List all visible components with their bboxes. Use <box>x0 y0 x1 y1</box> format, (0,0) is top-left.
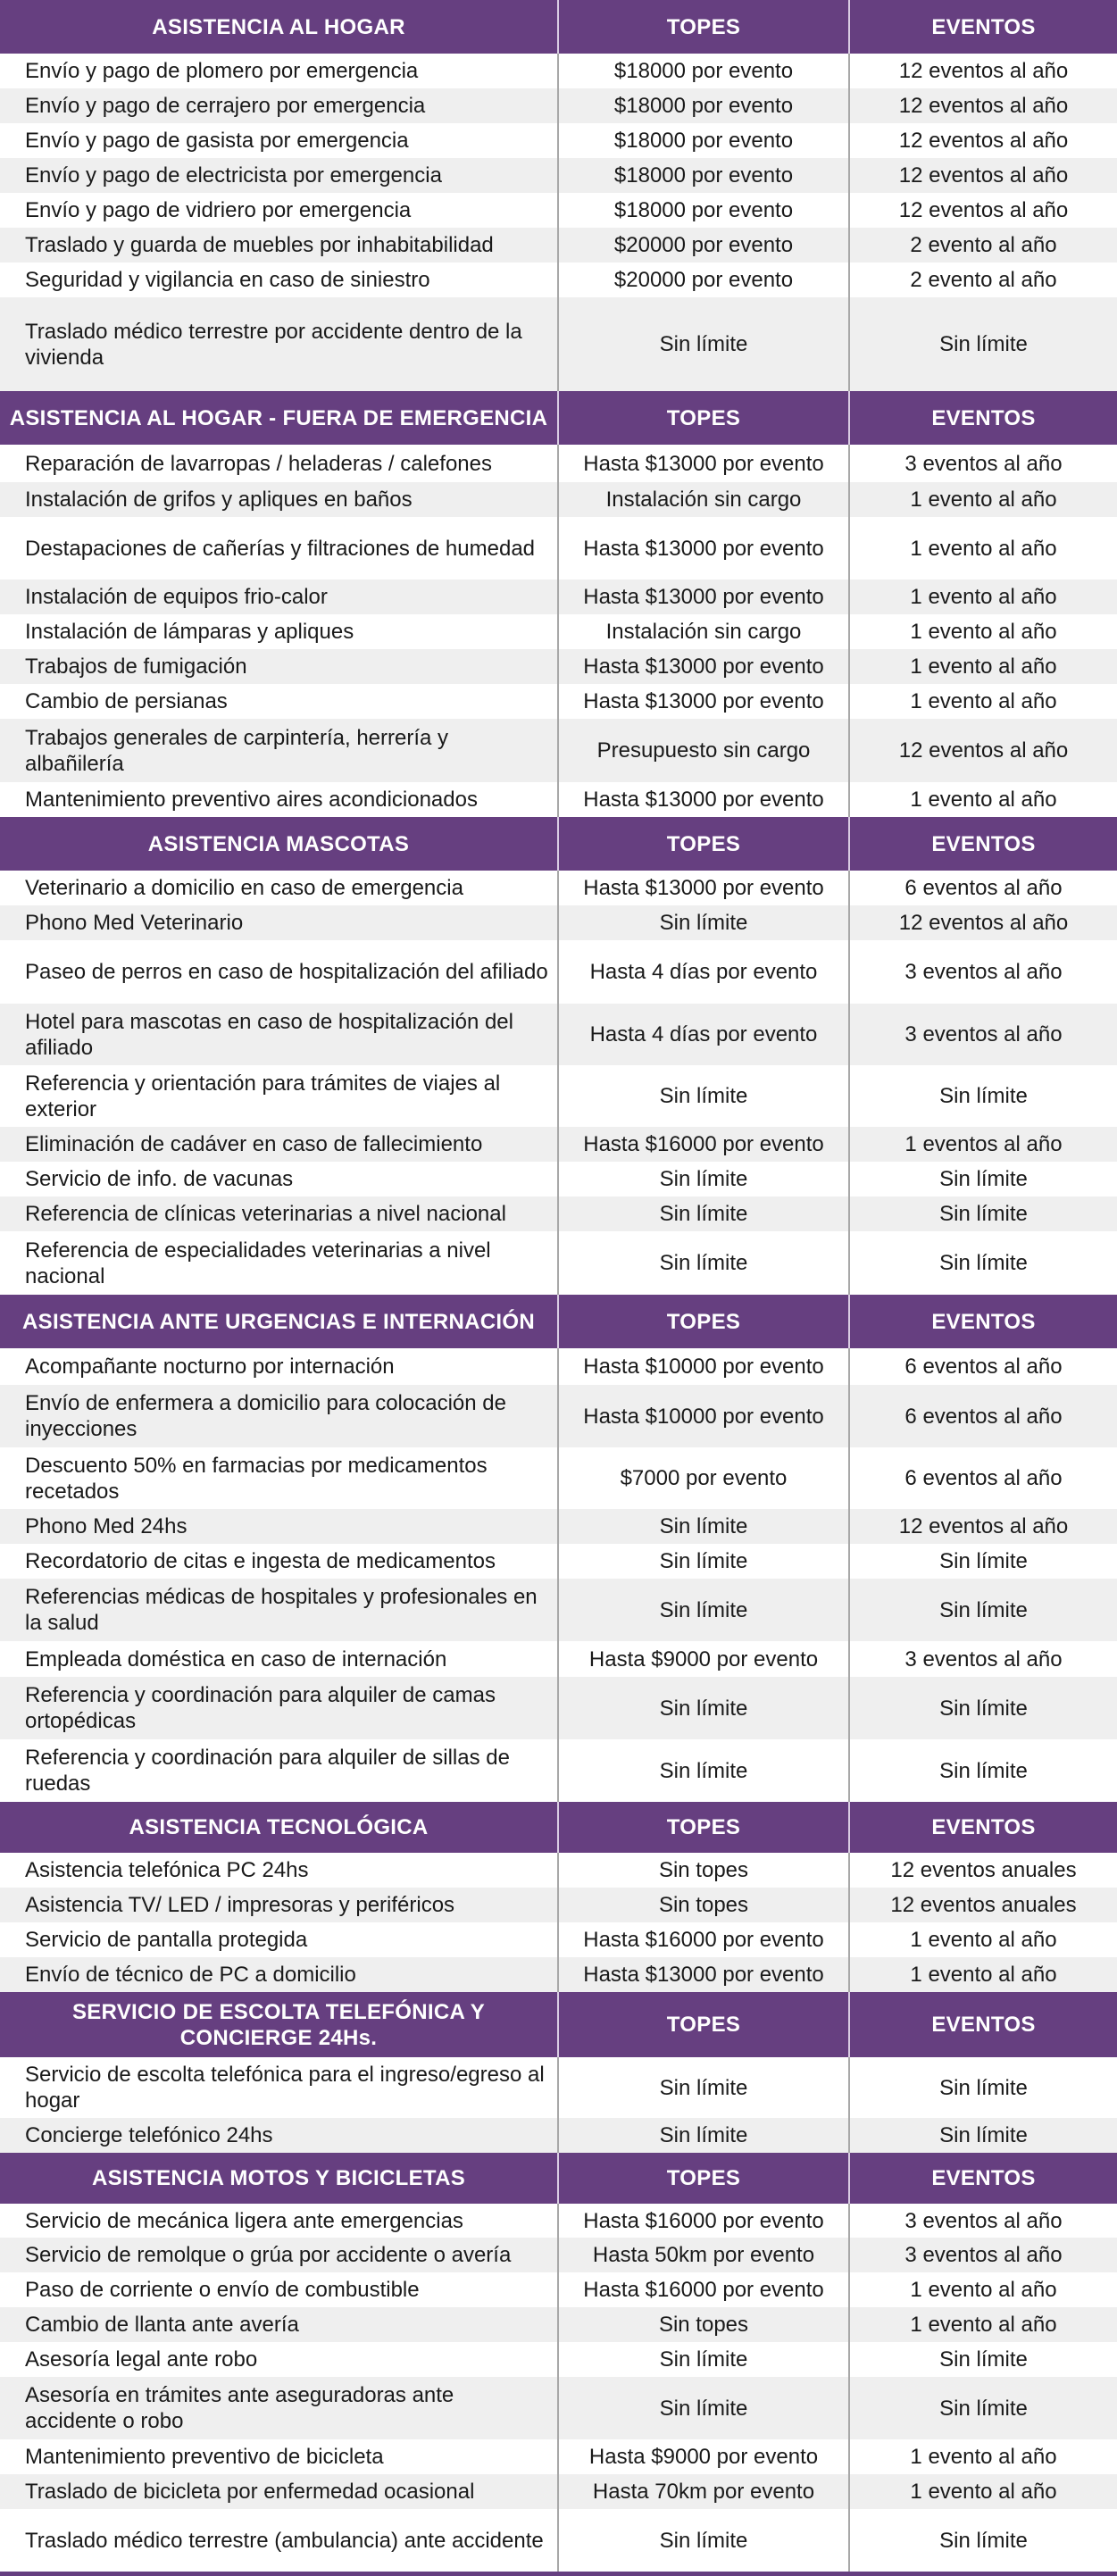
table-row <box>0 1888 1117 1922</box>
events-value: 1 evento al año <box>848 782 1117 817</box>
events-value: Sin límite <box>848 1162 1117 1196</box>
limit-value: Instalación sin cargo <box>557 614 848 649</box>
service-name: Seguridad y vigilancia en caso de siniestro <box>25 268 430 292</box>
table-row <box>0 940 1117 1004</box>
events-value: 1 evento al año <box>848 2272 1117 2307</box>
section-title: ASISTENCIA MOTOS Y BICICLETAS <box>91 2166 466 2190</box>
service-name: Trabajos generales de carpintería, herrería y albañilería <box>25 725 449 776</box>
table-row <box>0 445 1117 482</box>
service-name: Eliminación de cadáver en caso de fallecimiento <box>25 1132 483 1156</box>
service-name: Envío y pago de plomero por emergencia <box>25 59 419 83</box>
service-name: Mantenimiento preventivo de bicicleta <box>25 2445 384 2469</box>
limit-value: Sin topes <box>557 1853 848 1888</box>
events-value: 1 evento al año <box>848 1922 1117 1957</box>
events-value: 6 eventos al año <box>848 1385 1117 1447</box>
table-row <box>0 482 1117 517</box>
table-row <box>0 517 1117 579</box>
column-header-topes: TOPES <box>557 817 848 871</box>
events-value: 3 eventos al año <box>848 1004 1117 1065</box>
limit-value: $18000 por evento <box>557 88 848 123</box>
table-row <box>0 1509 1117 1544</box>
section-header <box>0 2153 1117 2204</box>
service-name: Cambio de llanta ante avería <box>25 2313 299 2337</box>
events-value: 6 eventos al año <box>848 871 1117 905</box>
limit-value: Hasta $10000 por evento <box>557 1385 848 1447</box>
table-row <box>0 88 1117 123</box>
limit-value: Presupuesto sin cargo <box>557 719 848 782</box>
service-name: Envío y pago de electricista por emergencia <box>25 163 442 188</box>
limit-value: $20000 por evento <box>557 263 848 297</box>
table-row <box>0 123 1117 158</box>
service-name: Mantenimiento preventivo aires acondicionados <box>25 788 478 812</box>
service-name: Traslado médico terrestre por accidente dentro de la vivienda <box>25 319 522 370</box>
table-row <box>0 2439 1117 2474</box>
events-value: Sin límite <box>848 1579 1117 1641</box>
service-name: Trabajos de fumigación <box>25 654 247 679</box>
table-row <box>0 1065 1117 1127</box>
service-name: Phono Med 24hs <box>25 1514 188 1538</box>
service-name: Paso de corriente o envío de combustible <box>25 2278 420 2302</box>
section-header <box>0 1992 1117 2057</box>
table-row <box>0 193 1117 228</box>
events-value: 3 eventos al año <box>848 940 1117 1004</box>
events-value: 12 eventos al año <box>848 1509 1117 1544</box>
limit-value: Sin límite <box>557 297 848 391</box>
limit-value: Hasta $13000 por evento <box>557 445 848 482</box>
limit-value: Hasta $13000 por evento <box>557 871 848 905</box>
limit-value: Hasta 4 días por evento <box>557 1004 848 1065</box>
limit-value: Sin límite <box>557 1579 848 1641</box>
events-value: 1 evento al año <box>848 614 1117 649</box>
events-value: 1 evento al año <box>848 2439 1117 2474</box>
table-row <box>0 719 1117 782</box>
events-value: 3 eventos al año <box>848 2204 1117 2238</box>
events-value: 3 eventos al año <box>848 445 1117 482</box>
table-row <box>0 2377 1117 2439</box>
events-value: Sin límite <box>848 1065 1117 1127</box>
section-title: ASISTENCIA AL HOGAR <box>152 14 405 39</box>
events-value: Sin límite <box>848 2118 1117 2153</box>
service-name: Referencia y coordinación para alquiler de sillas de ruedas <box>25 1746 510 1796</box>
table-row <box>0 871 1117 905</box>
events-value: 2 evento al año <box>848 228 1117 263</box>
service-name: Paseo de perros en caso de hospitalización del afiliado <box>25 960 548 984</box>
service-name: Concierge telefónico 24hs <box>25 2123 273 2147</box>
table-row <box>0 1641 1117 1677</box>
table-row <box>0 782 1117 817</box>
table-row <box>0 2509 1117 2572</box>
limit-value: $18000 por evento <box>557 193 848 228</box>
table-row <box>0 263 1117 297</box>
table-row <box>0 1544 1117 1579</box>
service-name: Traslado médico terrestre (ambulancia) ante accidente <box>25 2528 544 2553</box>
events-value: Sin límite <box>848 297 1117 391</box>
limit-value: Instalación sin cargo <box>557 482 848 517</box>
limit-value: $18000 por evento <box>557 158 848 193</box>
limit-value: Hasta $9000 por evento <box>557 2439 848 2474</box>
events-value: Sin límite <box>848 1196 1117 1231</box>
limit-value: Sin límite <box>557 1677 848 1739</box>
service-name: Referencias médicas de hospitales y profesionales en la salud <box>25 1585 538 1635</box>
limit-value: $20000 por evento <box>557 228 848 263</box>
limit-value: Hasta $16000 por evento <box>557 2204 848 2238</box>
limit-value: Sin límite <box>557 2057 848 2118</box>
service-name: Phono Med Veterinario <box>25 911 244 935</box>
events-value: 6 eventos al año <box>848 1348 1117 1385</box>
events-value: Sin límite <box>848 1231 1117 1295</box>
column-header-topes: TOPES <box>557 1295 848 1348</box>
table-row <box>0 684 1117 719</box>
limit-value: Hasta $13000 por evento <box>557 579 848 614</box>
limit-value: Sin topes <box>557 2307 848 2342</box>
events-value: 1 evento al año <box>848 579 1117 614</box>
table-row <box>0 2204 1117 2238</box>
limit-value: Hasta $13000 por evento <box>557 1957 848 1992</box>
section-header <box>0 1295 1117 1348</box>
section-header <box>0 817 1117 871</box>
table-row <box>0 649 1117 684</box>
limit-value: Hasta $13000 por evento <box>557 517 848 579</box>
column-header-topes: TOPES <box>557 391 848 445</box>
table-row <box>0 1739 1117 1802</box>
table-row <box>0 905 1117 940</box>
service-name: Asesoría en trámites ante aseguradoras ante accidente o robo <box>25 2383 454 2433</box>
column-header-eventos: EVENTOS <box>848 1802 1117 1853</box>
events-value: 12 eventos al año <box>848 905 1117 940</box>
events-value: 3 eventos al año <box>848 2238 1117 2272</box>
section-title: ASISTENCIA TECNOLÓGICA <box>129 1815 429 1839</box>
service-name: Acompañante nocturno por internación <box>25 1355 395 1379</box>
limit-value: Sin límite <box>557 1196 848 1231</box>
events-value: 12 eventos al año <box>848 88 1117 123</box>
section-title: ASISTENCIA AL HOGAR - FUERA DE EMERGENCIA <box>9 405 548 430</box>
limit-value: $18000 por evento <box>557 123 848 158</box>
events-value: 1 eventos al año <box>848 1127 1117 1162</box>
table-row <box>0 1922 1117 1957</box>
service-name: Traslado y guarda de muebles por inhabitabilidad <box>25 233 494 257</box>
table-row <box>0 2118 1117 2153</box>
service-name: Servicio de remolque o grúa por accidente o avería <box>25 2243 512 2267</box>
events-value: 6 eventos al año <box>848 1447 1117 1509</box>
service-name: Recordatorio de citas e ingesta de medicamentos <box>25 1549 496 1573</box>
column-header-topes: TOPES <box>557 1802 848 1853</box>
table-row <box>0 1348 1117 1385</box>
limit-value: Hasta $16000 por evento <box>557 2272 848 2307</box>
section-header <box>0 391 1117 445</box>
limit-value: $18000 por evento <box>557 54 848 88</box>
events-value: 1 evento al año <box>848 517 1117 579</box>
column-header-eventos: EVENTOS <box>848 1992 1117 2057</box>
limit-value: Sin límite <box>557 1231 848 1295</box>
service-name: Referencia y orientación para trámites de viajes al exterior <box>25 1071 501 1121</box>
bottom-border <box>0 2572 1117 2576</box>
service-name: Referencia de especialidades veterinarias a nivel nacional <box>25 1238 491 1288</box>
column-header-eventos: EVENTOS <box>848 391 1117 445</box>
limit-value: Sin límite <box>557 1162 848 1196</box>
service-name: Asistencia TV/ LED / impresoras y periféricos <box>25 1893 455 1917</box>
column-header-topes: TOPES <box>557 1992 848 2057</box>
table-row <box>0 2307 1117 2342</box>
limit-value: Hasta $9000 por evento <box>557 1641 848 1677</box>
service-name: Servicio de info. de vacunas <box>25 1167 294 1191</box>
limit-value: $7000 por evento <box>557 1447 848 1509</box>
events-value: 12 eventos al año <box>848 193 1117 228</box>
table-row <box>0 228 1117 263</box>
events-value: Sin límite <box>848 2377 1117 2439</box>
service-name: Empleada doméstica en caso de internación <box>25 1646 447 1671</box>
limit-value: Sin límite <box>557 2377 848 2439</box>
table-row <box>0 579 1117 614</box>
service-name: Referencia de clínicas veterinarias a nivel nacional <box>25 1202 506 1226</box>
table-row <box>0 1677 1117 1739</box>
table-row <box>0 2342 1117 2377</box>
service-name: Instalación de lámparas y apliques <box>25 620 354 644</box>
limit-value: Hasta $13000 por evento <box>557 684 848 719</box>
section-header <box>0 0 1117 54</box>
service-name: Instalación de equipos frio-calor <box>25 585 328 609</box>
table-row <box>0 54 1117 88</box>
service-name: Destapaciones de cañerías y filtraciones de humedad <box>25 536 536 561</box>
column-header-topes: TOPES <box>557 2153 848 2204</box>
events-value: Sin límite <box>848 2342 1117 2377</box>
limit-value: Hasta $10000 por evento <box>557 1348 848 1385</box>
service-name: Asesoría legal ante robo <box>25 2347 258 2372</box>
events-value: 1 evento al año <box>848 1957 1117 1992</box>
table-row <box>0 1957 1117 1992</box>
limit-value: Sin límite <box>557 2509 848 2572</box>
table-row <box>0 1853 1117 1888</box>
events-value: 12 eventos al año <box>848 123 1117 158</box>
table-row <box>0 1385 1117 1447</box>
service-name: Asistencia telefónica PC 24hs <box>25 1858 309 1882</box>
table-row <box>0 158 1117 193</box>
limit-value: Hasta $13000 por evento <box>557 649 848 684</box>
events-value: 2 evento al año <box>848 263 1117 297</box>
service-name: Veterinario a domicilio en caso de emergencia <box>25 876 463 900</box>
service-name: Servicio de mecánica ligera ante emergencias <box>25 2208 463 2233</box>
table-row <box>0 2272 1117 2307</box>
events-value: 1 evento al año <box>848 649 1117 684</box>
events-value: Sin límite <box>848 2509 1117 2572</box>
table-row <box>0 297 1117 391</box>
limit-value: Hasta $13000 por evento <box>557 782 848 817</box>
events-value: Sin límite <box>848 1677 1117 1739</box>
events-value: 1 evento al año <box>848 482 1117 517</box>
limit-value: Sin límite <box>557 905 848 940</box>
table-row <box>0 614 1117 649</box>
column-header-topes: TOPES <box>557 0 848 54</box>
table-row <box>0 2057 1117 2118</box>
table-row <box>0 1004 1117 1065</box>
limit-value: Hasta 70km por evento <box>557 2474 848 2509</box>
limit-value: Hasta $16000 por evento <box>557 1127 848 1162</box>
table-row <box>0 1127 1117 1162</box>
service-name: Envío de enfermera a domicilio para colocación de inyecciones <box>25 1391 506 1441</box>
service-name: Envío y pago de vidriero por emergencia <box>25 198 412 222</box>
table-row <box>0 2474 1117 2509</box>
events-value: 3 eventos al año <box>848 1641 1117 1677</box>
service-name: Servicio de pantalla protegida <box>25 1928 308 1952</box>
column-header-eventos: EVENTOS <box>848 817 1117 871</box>
events-value: Sin límite <box>848 1544 1117 1579</box>
service-name: Envío y pago de cerrajero por emergencia <box>25 94 426 118</box>
limit-value: Sin límite <box>557 1544 848 1579</box>
events-value: 12 eventos al año <box>848 719 1117 782</box>
events-value: 1 evento al año <box>848 2307 1117 2342</box>
events-value: Sin límite <box>848 1739 1117 1802</box>
events-value: 12 eventos al año <box>848 54 1117 88</box>
section-title: ASISTENCIA ANTE URGENCIAS E INTERNACIÓN <box>22 1309 535 1334</box>
limit-value: Hasta 50km por evento <box>557 2238 848 2272</box>
events-value: 12 eventos anuales <box>848 1853 1117 1888</box>
service-name: Servicio de escolta telefónica para el ingreso/egreso al hogar <box>25 2063 545 2113</box>
service-name: Envío y pago de gasista por emergencia <box>25 129 409 153</box>
table-row <box>0 1231 1117 1295</box>
events-value: 1 evento al año <box>848 2474 1117 2509</box>
limit-value: Sin topes <box>557 1888 848 1922</box>
section-title: ASISTENCIA MASCOTAS <box>147 831 410 856</box>
limit-value: Sin límite <box>557 2342 848 2377</box>
column-header-eventos: EVENTOS <box>848 1295 1117 1348</box>
service-name: Instalación de grifos y apliques en baños <box>25 488 413 512</box>
service-name: Reparación de lavarropas / heladeras / calefones <box>25 451 492 476</box>
table-row <box>0 1196 1117 1231</box>
limit-value: Hasta 4 días por evento <box>557 940 848 1004</box>
limit-value: Hasta $16000 por evento <box>557 1922 848 1957</box>
limit-value: Sin límite <box>557 2118 848 2153</box>
table-row <box>0 1162 1117 1196</box>
limit-value: Sin límite <box>557 1065 848 1127</box>
table-row <box>0 1579 1117 1641</box>
column-header-eventos: EVENTOS <box>848 0 1117 54</box>
events-value: Sin límite <box>848 2057 1117 2118</box>
column-header-eventos: EVENTOS <box>848 2153 1117 2204</box>
section-title: SERVICIO DE ESCOLTA TELEFÓNICA Y CONCIERGE 24Hs. <box>71 1999 486 2050</box>
service-name: Envío de técnico de PC a domicilio <box>25 1963 356 1987</box>
service-name: Hotel para mascotas en caso de hospitalización del afiliado <box>25 1009 513 1060</box>
table-row <box>0 1447 1117 1509</box>
limit-value: Sin límite <box>557 1739 848 1802</box>
table-row <box>0 2238 1117 2272</box>
service-name: Referencia y coordinación para alquiler de camas ortopédicas <box>25 1683 496 1733</box>
events-value: 12 eventos anuales <box>848 1888 1117 1922</box>
service-name: Descuento 50% en farmacias por medicamentos recetados <box>25 1453 488 1504</box>
events-value: 12 eventos al año <box>848 158 1117 193</box>
limit-value: Sin límite <box>557 1509 848 1544</box>
events-value: 1 evento al año <box>848 684 1117 719</box>
service-name: Traslado de bicicleta por enfermedad ocasional <box>25 2480 475 2504</box>
section-header <box>0 1802 1117 1853</box>
service-name: Cambio de persianas <box>25 689 228 713</box>
